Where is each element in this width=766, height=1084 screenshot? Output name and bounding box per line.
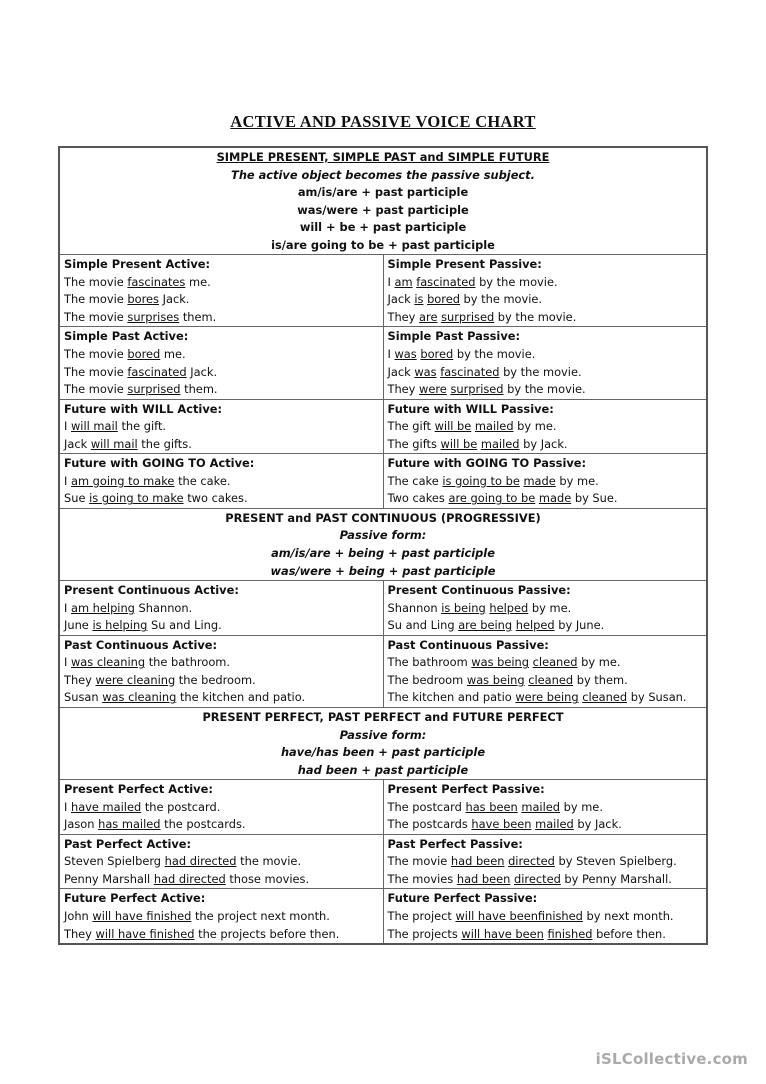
page-title: ACTIVE AND PASSIVE VOICE CHART <box>230 112 536 131</box>
example-sentence <box>64 418 379 436</box>
example-sentence <box>64 926 379 944</box>
sentence-text: them. <box>180 382 218 397</box>
tense-label: Past Continuous Passive: <box>387 637 549 652</box>
verb-phrase: mailed <box>535 817 574 832</box>
passive-cell <box>383 255 707 327</box>
sentence-text: by Sue. <box>571 491 618 506</box>
example-sentence <box>64 274 379 292</box>
verb-phrase: will mail <box>90 436 138 451</box>
sentence-text: by the movie. <box>459 292 543 307</box>
voice-chart-table <box>58 146 708 945</box>
example-sentence <box>388 346 703 364</box>
sentence-text: me. <box>185 274 211 289</box>
example-sentence <box>64 654 379 672</box>
verb-phrase: fascinated <box>416 274 476 289</box>
tense-label: Future with WILL Active: <box>64 401 223 416</box>
sentence-text: Penny Marshall <box>64 871 154 886</box>
sentence-text: Susan <box>64 690 103 705</box>
sentence-text: Jack. <box>186 364 218 379</box>
sentence-text: The cake <box>387 473 443 488</box>
sentence-text: They <box>64 926 96 941</box>
tense-pair-row <box>59 399 707 454</box>
example-sentence <box>64 346 379 364</box>
sentence-text: by me. <box>528 600 572 615</box>
sentence-text: The movie <box>64 274 128 289</box>
tense-pair-row <box>59 780 707 835</box>
sentence-text: by me. <box>513 419 557 434</box>
example-sentence <box>388 309 703 327</box>
example-sentence <box>64 799 379 817</box>
tense-label: Future with WILL Passive: <box>387 401 554 416</box>
example-sentence <box>388 600 703 618</box>
sentence-text: Jack. <box>158 292 190 307</box>
example-sentence <box>64 689 379 707</box>
sentence-text: the postcards. <box>160 817 246 832</box>
verb-phrase: helped <box>515 618 555 633</box>
tense-label: Future Perfect Passive: <box>387 891 538 906</box>
verb-phrase: will be <box>434 419 472 434</box>
sentence-text: I <box>64 600 71 615</box>
verb-phrase: was being <box>471 655 530 670</box>
passive-cell <box>383 327 707 399</box>
verb-phrase: has been <box>465 799 518 814</box>
sentence-text: Jack <box>387 292 415 307</box>
verb-phrase: fascinated <box>440 364 500 379</box>
verb-phrase: will have finished <box>92 908 192 923</box>
example-sentence <box>64 364 379 382</box>
verb-phrase: had directed <box>153 871 226 886</box>
verb-phrase: made <box>523 473 556 488</box>
sentence-text: Two cakes <box>387 491 449 506</box>
example-sentence <box>64 490 379 508</box>
verb-phrase: cleaned <box>532 655 578 670</box>
section-line: have/has been + past participle <box>280 745 486 760</box>
example-sentence <box>388 617 703 635</box>
verb-phrase: mailed <box>474 419 514 434</box>
tense-pair-row <box>59 581 707 636</box>
example-sentence <box>388 274 703 292</box>
sentence-text: The projects <box>387 926 462 941</box>
active-cell <box>59 255 383 327</box>
example-sentence <box>388 799 703 817</box>
sentence-text: the cake. <box>174 473 231 488</box>
tense-label: Present Continuous Active: <box>64 583 239 598</box>
verb-phrase: is going to make <box>89 491 184 506</box>
verb-phrase: bored <box>427 292 460 307</box>
verb-phrase: will be <box>440 436 478 451</box>
passive-cell <box>383 399 707 454</box>
sentence-text: by the movie. <box>453 347 536 362</box>
sentence-text: The movie <box>64 382 128 397</box>
verb-phrase: mailed <box>480 436 520 451</box>
active-cell <box>59 327 383 399</box>
tense-pair-row <box>59 635 707 707</box>
tense-pair-row <box>59 834 707 889</box>
tense-label: Past Continuous Active: <box>64 637 218 652</box>
sentence-text: The gift <box>387 419 435 434</box>
verb-phrase: has mailed <box>98 817 161 832</box>
example-sentence <box>388 418 703 436</box>
example-sentence <box>388 436 703 454</box>
passive-cell <box>383 454 707 509</box>
verb-phrase: have been <box>471 817 532 832</box>
sentence-text: The movie <box>387 854 451 869</box>
verb-phrase: bored <box>127 347 161 362</box>
verb-phrase: am helping <box>70 600 135 615</box>
verb-phrase: am <box>394 274 413 289</box>
sentence-text: by June. <box>554 618 605 633</box>
sentence-text: by the movie. <box>503 382 586 397</box>
example-sentence <box>64 617 379 635</box>
example-sentence <box>64 436 379 454</box>
verb-phrase: were cleaning <box>95 672 176 687</box>
sentence-text: I <box>64 799 71 814</box>
example-sentence <box>64 816 379 834</box>
verb-phrase: surprised <box>127 382 181 397</box>
verb-phrase: are being <box>458 618 513 633</box>
tense-pair-row <box>59 255 707 327</box>
section-header-row <box>59 147 707 255</box>
verb-phrase: surprises <box>127 309 180 324</box>
section-line: SIMPLE PRESENT, SIMPLE PAST and SIMPLE FUTURE <box>216 150 550 164</box>
sentence-text: They <box>387 382 420 397</box>
sentence-text: The bedroom <box>387 672 467 687</box>
active-cell <box>59 889 383 944</box>
active-cell <box>59 454 383 509</box>
section-header-row <box>59 707 707 779</box>
section-line: PRESENT PERFECT, PAST PERFECT and FUTURE PERFECT <box>202 709 564 724</box>
sentence-text: those movies. <box>225 871 310 886</box>
example-sentence <box>64 672 379 690</box>
verb-phrase: am going to make <box>70 473 175 488</box>
sentence-text: I <box>387 347 395 362</box>
example-sentence <box>388 364 703 382</box>
tense-label: Present Continuous Passive: <box>387 583 571 598</box>
verb-phrase: bores <box>127 292 159 307</box>
sentence-text: two cakes. <box>183 491 248 506</box>
verb-phrase: finished <box>547 926 593 941</box>
active-cell <box>59 780 383 835</box>
section-line: was/were + past participle <box>297 202 469 217</box>
sentence-text: Jack <box>387 364 415 379</box>
verb-phrase: fascinates <box>127 274 186 289</box>
sentence-text: The kitchen and patio <box>387 690 516 705</box>
sentence-text: They <box>387 309 420 324</box>
tense-label: Simple Present Passive: <box>387 257 542 272</box>
sentence-text: I <box>64 655 71 670</box>
example-sentence <box>388 381 703 399</box>
sentence-text: Sue <box>64 491 90 506</box>
sentence-text: by Penny Marshall. <box>560 871 672 886</box>
verb-phrase: are going to be <box>448 491 536 506</box>
active-cell <box>59 635 383 707</box>
sentence-text: Su and Ling <box>387 618 459 633</box>
verb-phrase: had been <box>456 871 511 886</box>
sentence-text: I <box>387 274 395 289</box>
sentence-text: before then. <box>592 926 666 941</box>
verb-phrase: were being <box>515 690 579 705</box>
verb-phrase: were <box>419 382 447 397</box>
example-sentence <box>388 853 703 871</box>
sentence-text: the gifts. <box>137 436 192 451</box>
verb-phrase: is helping <box>92 618 148 633</box>
example-sentence <box>388 926 703 944</box>
sentence-text: Su and Ling. <box>147 618 222 633</box>
section-line: was/were + being + past participle <box>270 563 496 578</box>
sentence-text: by the movie. <box>499 364 582 379</box>
example-sentence <box>388 908 703 926</box>
tense-label: Simple Past Active: <box>64 329 189 344</box>
sentence-text: The movie <box>64 347 128 362</box>
tense-label: Past Perfect Active: <box>64 836 192 851</box>
tense-label: Future Perfect Active: <box>64 891 206 906</box>
sentence-text: by me. <box>555 473 599 488</box>
verb-phrase: directed <box>508 854 555 869</box>
sentence-text: June <box>64 618 93 633</box>
sentence-text: the movie. <box>236 854 302 869</box>
sentence-text: the gift. <box>117 419 167 434</box>
sentence-text: They <box>64 672 96 687</box>
sentence-text: Jason <box>64 817 99 832</box>
section-header-cell <box>59 707 707 779</box>
sentence-text: by the movie. <box>475 274 558 289</box>
sentence-text: by Jack. <box>573 817 622 832</box>
sentence-text: Jack <box>64 436 91 451</box>
verb-phrase: was <box>414 364 437 379</box>
section-line: am/is/are + being + past participle <box>271 546 495 561</box>
example-sentence <box>388 689 703 707</box>
sentence-text: The gifts <box>387 436 441 451</box>
verb-phrase: will mail <box>70 419 118 434</box>
verb-phrase: mailed <box>521 799 560 814</box>
sentence-text: The movie <box>64 364 128 379</box>
verb-phrase: made <box>538 491 572 506</box>
example-sentence <box>64 600 379 618</box>
example-sentence <box>388 871 703 889</box>
sentence-text: Shannon <box>387 600 442 615</box>
tense-pair-row <box>59 327 707 399</box>
sentence-text: The movie <box>64 292 128 307</box>
sentence-text: The postcards <box>387 817 472 832</box>
verb-phrase: surprised <box>441 309 495 324</box>
example-sentence <box>64 291 379 309</box>
section-header-cell <box>59 508 707 580</box>
sentence-text: The movie <box>64 309 128 324</box>
tense-label: Simple Present Active: <box>64 257 211 272</box>
verb-phrase: have mailed <box>70 799 142 814</box>
active-cell <box>59 399 383 454</box>
sentence-text: The postcard <box>387 799 466 814</box>
tense-label: Future with GOING TO Passive: <box>387 456 587 471</box>
sentence-text: Steven Spielberg <box>64 854 165 869</box>
sentence-text: the projects before then. <box>194 926 340 941</box>
sentence-text: Shannon. <box>134 600 193 615</box>
passive-cell <box>383 889 707 944</box>
example-sentence <box>388 672 703 690</box>
example-sentence <box>64 908 379 926</box>
sentence-text: by next month. <box>582 908 674 923</box>
tense-label: Past Perfect Passive: <box>387 836 523 851</box>
sentence-text: the postcard. <box>141 799 221 814</box>
passive-cell <box>383 581 707 636</box>
sentence-text: the bathroom. <box>145 655 231 670</box>
verb-phrase: are <box>419 309 438 324</box>
verb-phrase: surprised <box>450 382 504 397</box>
example-sentence <box>388 473 703 491</box>
sentence-text: the kitchen and patio. <box>176 690 306 705</box>
section-line: is/are going to be + past participle <box>271 237 495 252</box>
verb-phrase: cleaned <box>582 690 628 705</box>
section-header-row <box>59 508 707 580</box>
passive-cell <box>383 834 707 889</box>
section-line: will + be + past participle <box>299 220 467 235</box>
example-sentence <box>388 490 703 508</box>
sentence-text: I <box>64 473 71 488</box>
passive-cell <box>383 635 707 707</box>
tense-label: Present Perfect Active: <box>64 782 213 797</box>
sentence-text: John <box>64 908 93 923</box>
example-sentence <box>64 871 379 889</box>
tense-pair-row <box>59 889 707 944</box>
verb-phrase: will have finished <box>95 926 195 941</box>
tense-pair-row <box>59 454 707 509</box>
verb-phrase: directed <box>514 871 561 886</box>
sentence-text: by them. <box>573 672 628 687</box>
sentence-text: by Susan. <box>627 690 687 705</box>
verb-phrase: fascinated <box>127 364 187 379</box>
example-sentence <box>64 853 379 871</box>
verb-phrase: had directed <box>164 854 237 869</box>
sentence-text: by Jack. <box>519 436 568 451</box>
verb-phrase: was being <box>466 672 525 687</box>
sentence-text: by the movie. <box>494 309 577 324</box>
passive-cell <box>383 780 707 835</box>
example-sentence <box>64 309 379 327</box>
section-header-cell <box>59 147 707 255</box>
example-sentence <box>388 654 703 672</box>
active-cell <box>59 581 383 636</box>
example-sentence <box>64 473 379 491</box>
sentence-text: the bedroom. <box>175 672 256 687</box>
verb-phrase: was cleaning <box>70 655 146 670</box>
sentence-text: me. <box>160 347 186 362</box>
chart-body <box>59 147 707 944</box>
sentence-text: by me. <box>560 799 603 814</box>
section-line: had been + past participle <box>297 762 469 777</box>
sentence-text: I <box>64 419 71 434</box>
watermark: iSLCollective.com <box>595 1050 748 1068</box>
active-cell <box>59 834 383 889</box>
sentence-text: them. <box>179 309 217 324</box>
verb-phrase: bored <box>420 347 454 362</box>
example-sentence <box>64 381 379 399</box>
tense-label: Present Perfect Passive: <box>387 782 545 797</box>
sentence-text: The movies <box>387 871 457 886</box>
sentence-text: The bathroom <box>387 655 472 670</box>
section-line: Passive form: <box>339 727 427 742</box>
tense-label: Future with GOING TO Active: <box>64 456 255 471</box>
sentence-text: the project next month. <box>191 908 330 923</box>
section-line: The active object becomes the passive subject. <box>231 167 535 182</box>
verb-phrase: was <box>394 347 417 362</box>
verb-phrase: is going to be <box>442 473 520 488</box>
verb-phrase: will have beenfinished <box>455 908 583 923</box>
tense-label: Simple Past Passive: <box>387 329 521 344</box>
example-sentence <box>388 291 703 309</box>
section-line: am/is/are + past participle <box>297 185 469 200</box>
verb-phrase: was cleaning <box>102 690 177 705</box>
sentence-text: by me. <box>577 655 621 670</box>
example-sentence <box>388 816 703 834</box>
verb-phrase: will have been <box>461 926 544 941</box>
verb-phrase: had been <box>450 854 505 869</box>
section-line: Passive form: <box>339 528 427 543</box>
section-line: PRESENT and PAST CONTINUOUS (PROGRESSIVE) <box>225 510 541 525</box>
verb-phrase: cleaned <box>528 672 574 687</box>
sentence-text: The project <box>387 908 456 923</box>
verb-phrase: is <box>414 292 424 307</box>
verb-phrase: is being <box>441 600 486 615</box>
verb-phrase: helped <box>489 600 529 615</box>
sentence-text: by Steven Spielberg. <box>554 854 677 869</box>
